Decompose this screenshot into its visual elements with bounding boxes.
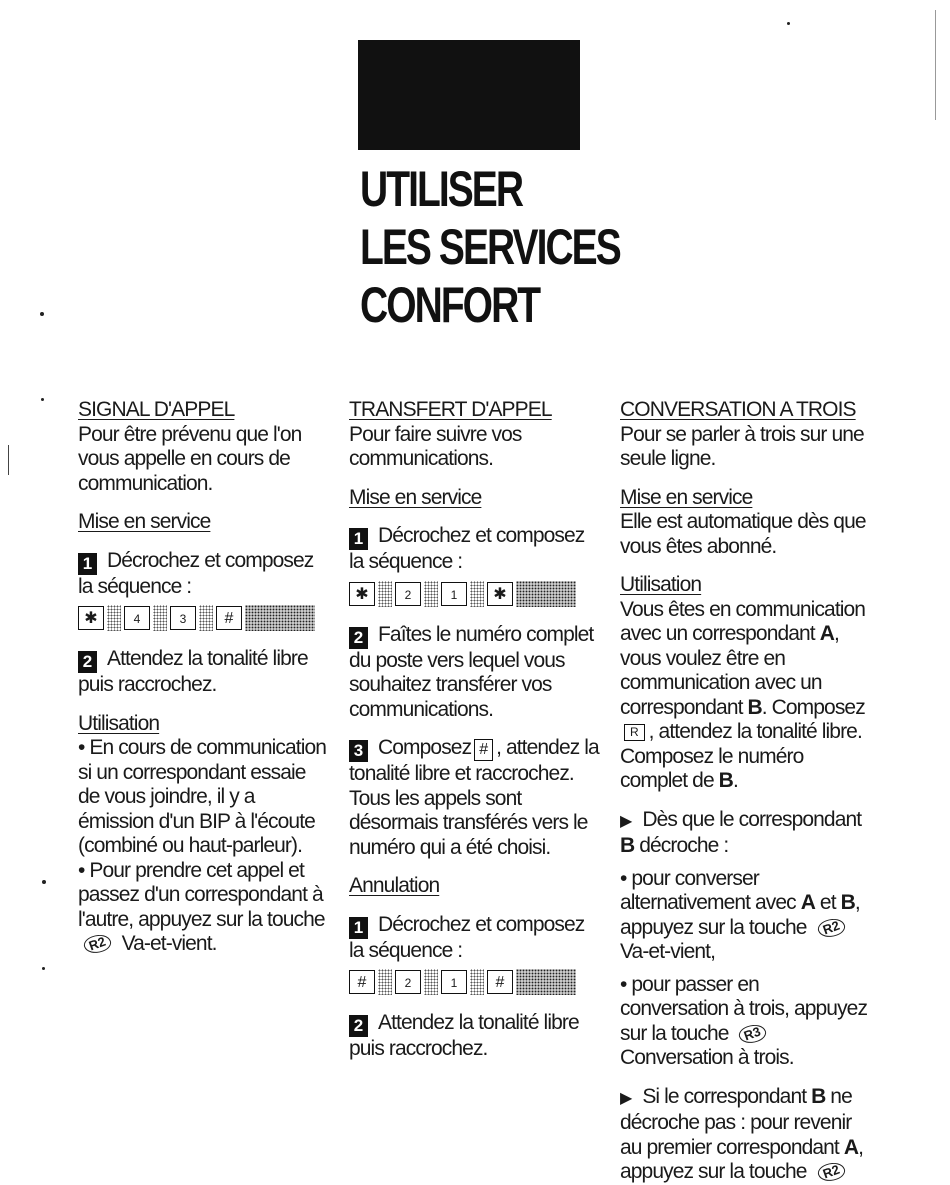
annulation-step-1 <box>349 913 599 964</box>
key-3: 3 <box>170 606 196 630</box>
key-1: 1 <box>441 582 467 606</box>
key-hash: # <box>349 970 375 994</box>
step-3 <box>349 736 599 860</box>
annulation-heading: Annulation <box>349 874 440 897</box>
key-2: 2 <box>395 970 421 994</box>
utilisation-paragraph-2 <box>78 859 328 957</box>
bold-b: B <box>620 834 635 857</box>
step-text: Décrochez et composez la séquence : <box>78 548 314 598</box>
step-text: Composez <box>378 736 472 759</box>
text: . Composez <box>761 695 865 719</box>
r2-touch-icon: R2 <box>82 931 113 957</box>
text: Dès que le correspondant <box>642 807 862 831</box>
scan-speck <box>42 967 45 970</box>
text: . <box>732 769 738 792</box>
bullet-2 <box>620 973 870 1071</box>
section-heading: TRANSFERT D'APPEL <box>349 398 552 421</box>
text: , appuyez sur la touche <box>620 1135 864 1183</box>
key-sequence <box>78 603 328 633</box>
key-1: 1 <box>441 970 467 994</box>
section-intro: Pour se parler à trois sur une seule ligne. <box>620 422 864 470</box>
mise-en-service-heading: Mise en service <box>349 485 482 509</box>
dither-separator <box>153 605 167 631</box>
dither-separator <box>470 581 484 607</box>
step-1 <box>78 549 328 600</box>
page-title <box>360 160 620 334</box>
dither-tail <box>516 969 576 995</box>
key-sequence <box>349 967 599 997</box>
step-number-badge: 2 <box>78 651 97 673</box>
key-star: ✱ <box>78 606 104 630</box>
dither-separator <box>378 581 392 607</box>
step-2 <box>78 647 328 698</box>
dither-separator <box>199 605 213 631</box>
utilisation-paragraph <box>620 598 870 794</box>
header-black-block <box>358 40 580 150</box>
step-number-badge: 2 <box>349 627 368 649</box>
section-signal-appel <box>78 398 328 957</box>
bold-b: B <box>811 1084 826 1108</box>
step-number-badge: 1 <box>349 917 368 939</box>
key-star: ✱ <box>349 582 375 606</box>
text: Si le correspondant <box>642 1084 807 1108</box>
text: , vous voulez être en communication avec un correspondant <box>620 622 839 719</box>
r-key-icon: R <box>624 724 645 741</box>
text: , attendez la tonalité libre. Composez le numéro complet de <box>620 720 862 792</box>
scan-edge-mark <box>8 445 9 475</box>
text: ne décroche pas : pour revenir au premier correspondant <box>620 1084 852 1159</box>
text: Va-et-vient, <box>620 940 716 963</box>
text: Vous êtes en communication avec un correspondant <box>620 597 866 645</box>
hash-key: # <box>474 739 493 761</box>
dither-separator <box>378 969 392 995</box>
title-line-2: LES SERVICES <box>360 219 620 275</box>
key-2: 2 <box>395 582 421 606</box>
title-line-3: CONFORT <box>360 277 540 333</box>
scan-speck <box>42 880 46 884</box>
section-intro: Pour être prévenu que l'on vous appelle en cours de communication. <box>78 422 302 495</box>
dither-separator <box>107 605 121 631</box>
dither-separator <box>424 969 438 995</box>
step-number-badge: 1 <box>349 528 368 550</box>
mise-en-service-heading: Mise en service <box>620 485 753 509</box>
section-transfert-appel <box>349 398 599 1062</box>
annulation-step-2 <box>349 1011 599 1062</box>
dither-tail <box>516 581 576 607</box>
text: et <box>819 891 836 914</box>
title-line-1: UTILISER <box>360 161 523 217</box>
step-number-badge: 1 <box>78 553 97 575</box>
bold-a: A <box>800 891 815 914</box>
dither-separator <box>424 581 438 607</box>
step-text: Décrochez et composez la séquence : <box>349 912 585 962</box>
key-star: ✱ <box>487 582 513 606</box>
mise-en-service-text: Elle est automatique dès que vous êtes abonné. <box>620 510 866 558</box>
section-heading: CONVERSATION A TROIS <box>620 398 856 421</box>
bullet-1 <box>620 867 870 965</box>
paragraph-text: • Pour prendre cet appel et passez d'un correspondant à l'autre, appuyez sur la touche <box>78 858 325 931</box>
step-text: Décrochez et composez la séquence : <box>349 524 585 573</box>
text: décroche : <box>639 834 729 857</box>
utilisation-heading: Utilisation <box>620 573 702 596</box>
text: , appuyez sur la touche <box>620 891 860 939</box>
bold-a: A <box>843 1135 859 1159</box>
step-1 <box>349 524 599 575</box>
mise-en-service-heading: Mise en service <box>78 510 211 533</box>
utilisation-heading: Utilisation <box>78 711 160 735</box>
arrow-right-icon: ▶ <box>620 1089 633 1107</box>
r2-touch-icon: R2 <box>815 914 846 940</box>
section-heading: SIGNAL D'APPEL <box>78 398 235 421</box>
step-number-badge: 3 <box>349 740 368 762</box>
section-intro: Pour faire suivre vos communications. <box>349 422 522 470</box>
r2-touch-icon: R2 <box>815 1159 846 1185</box>
utilisation-paragraph-1: • En cours de communication si un correspondant essaie de vous joindre, il y a émission d'un BIP à l'écoute (combiné ou haut-parleur). <box>78 736 327 857</box>
step-number-badge: 2 <box>349 1015 368 1037</box>
scan-speck <box>40 312 44 316</box>
scan-speck <box>41 398 44 401</box>
step-text-end: , attendez la tonalité libre et raccrochez. Tous les appels sont désormais transférés vers le numéro qui a été choisi. <box>349 736 599 859</box>
bold-b: B <box>718 769 733 792</box>
key-4: 4 <box>124 606 150 630</box>
arrow-right-icon: ▶ <box>620 812 633 830</box>
scan-edge-mark <box>935 10 936 120</box>
key-hash: # <box>216 606 242 630</box>
text: • pour passer en conversation à trois, appuyez sur la touche <box>620 972 868 1045</box>
arrow-note-2 <box>620 1085 870 1185</box>
bold-a: A <box>819 622 834 645</box>
step-text: Attendez la tonalité libre puis raccrochez. <box>349 1011 579 1060</box>
section-conversation-trois <box>620 398 870 1185</box>
arrow-note-1 <box>620 808 870 859</box>
bold-b: B <box>747 695 762 719</box>
step-text: Attendez la tonalité libre puis raccrochez. <box>78 647 308 696</box>
paragraph-text-end: Va-et-vient. <box>121 932 217 955</box>
r3-touch-icon: R3 <box>737 1020 768 1046</box>
key-sequence <box>349 579 599 609</box>
step-2 <box>349 623 599 723</box>
text: Conversation à trois. <box>620 1046 794 1069</box>
bold-b: B <box>840 891 855 914</box>
scan-speck <box>787 22 790 25</box>
dither-tail <box>245 605 315 631</box>
dither-separator <box>470 969 484 995</box>
text: • pour converser alternativement avec <box>620 866 796 914</box>
key-hash: # <box>487 970 513 994</box>
step-text: Faîtes le numéro complet du poste vers lequel vous souhaitez transférer vos communications. <box>349 622 594 721</box>
